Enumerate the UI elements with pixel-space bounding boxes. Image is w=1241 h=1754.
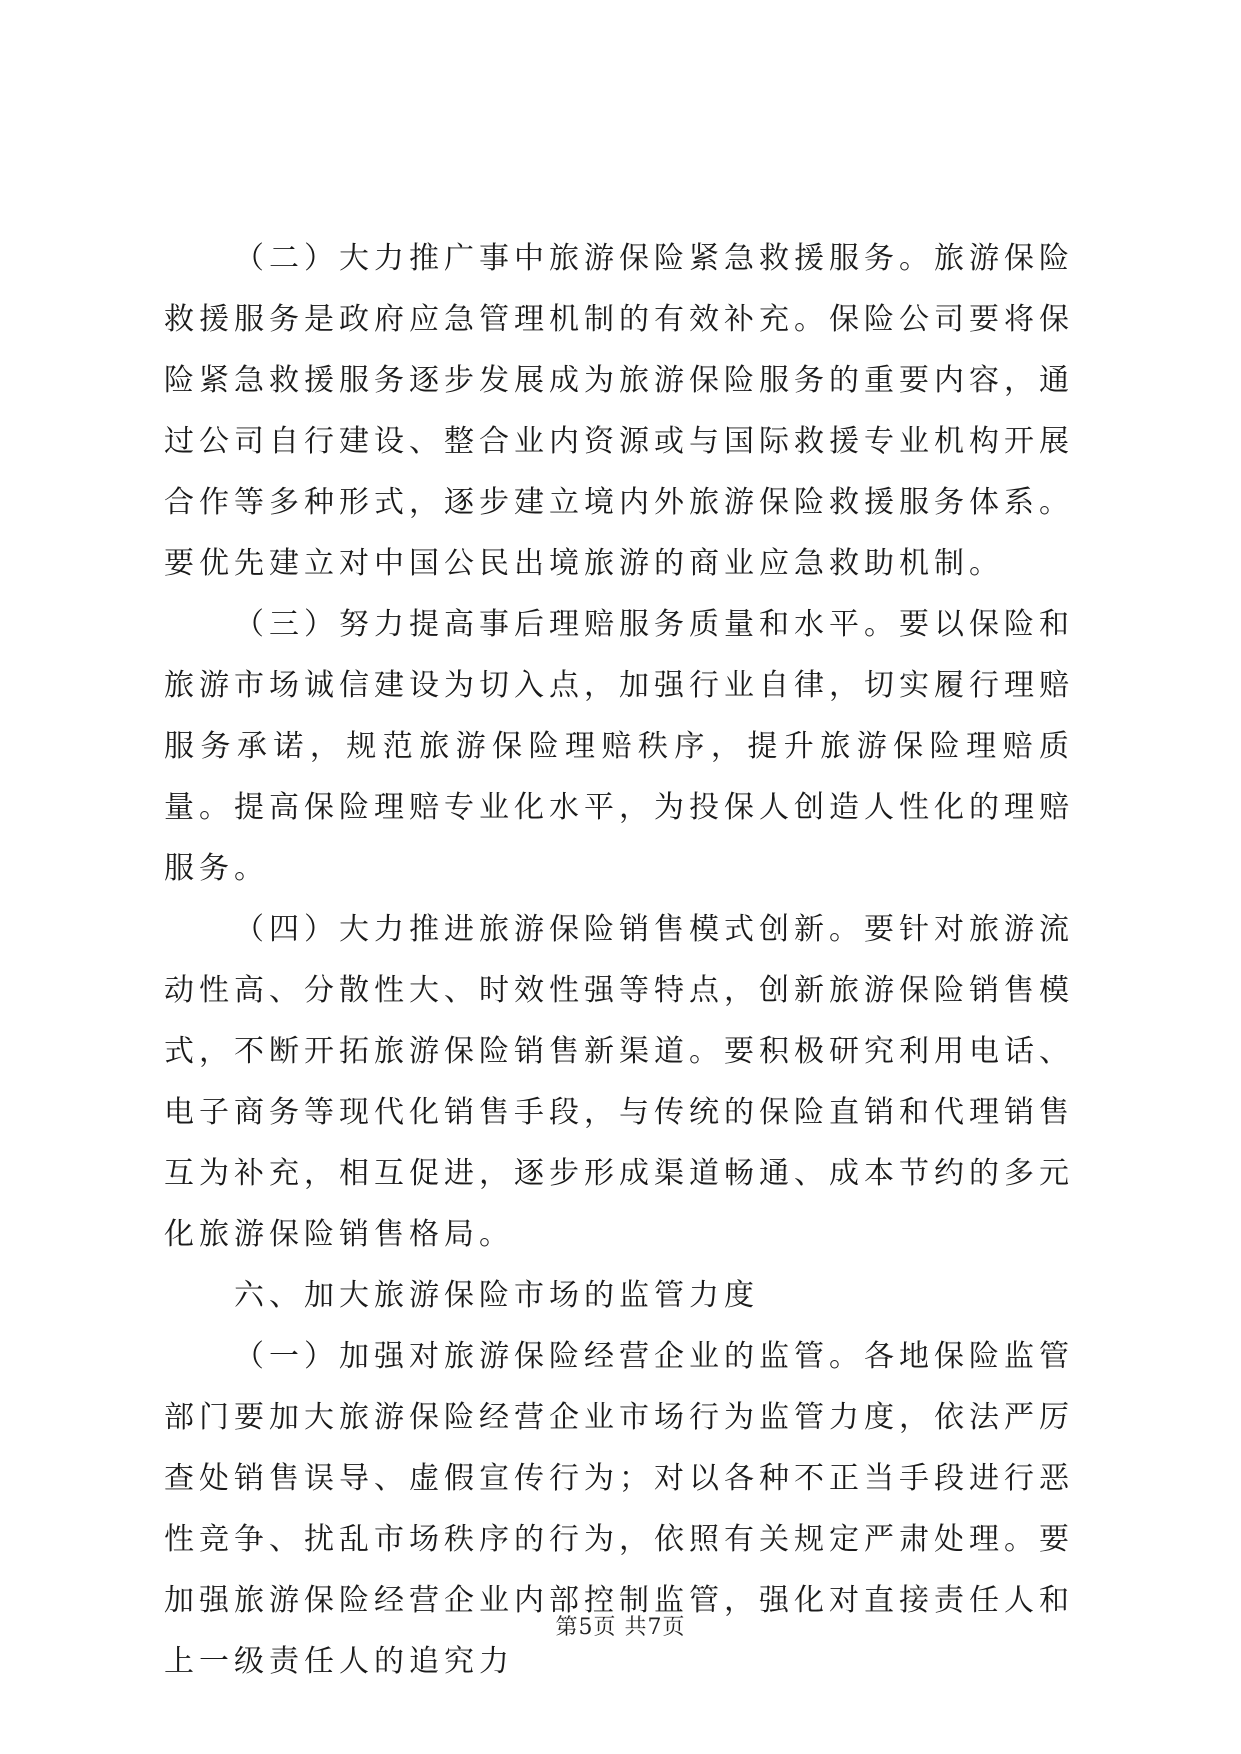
paragraph-section-2: （二）大力推广事中旅游保险紧急救援服务。旅游保险救援服务是政府应急管理机制的有效补充。保险公司要将保险紧急救援服务逐步发展成为旅游保险服务的重要内容，通过公司自行建设、整合业内资源或与国际救援专业机构开展合作等多种形式，逐步建立境内外旅游保险救援服务体系。要优先建立对中国公民出境旅游的商业应急救助机制。 (164, 241, 1074, 581)
paragraph-section-4: （四）大力推进旅游保险销售模式创新。要针对旅游流动性高、分散性大、时效性强等特点，创新旅游保险销售模式，不断开拓旅游保险销售新渠道。要积极研究利用电话、电子商务等现代化销售手段，与传统的保险直销和代理销售互为补充，相互促进，逐步形成渠道畅通、成本节约的多元化旅游保险销售格局。 (164, 912, 1074, 1252)
section-heading-six: 六、加大旅游保险市场的监管力度 (234, 1278, 759, 1313)
paragraph-section-3: （三）努力提高事后理赔服务质量和水平。要以保险和旅游市场诚信建设为切入点，加强行业自律，切实履行理赔服务承诺，规范旅游保险理赔秩序，提升旅游保险理赔质量。提高保险理赔专业化水平，为投保人创造人性化的理赔服务。 (164, 607, 1074, 886)
document-body (164, 228, 1074, 1692)
paragraph-section-6-1: （一）加强对旅游保险经营企业的监管。各地保险监管部门要加大旅游保险经营企业市场行为监管力度，依法严厉查处销售误导、虚假宣传行为；对以各种不正当手段进行恶性竞争、扰乱市场秩序的行为，依照有关规定严肃处理。要加强旅游保险经营企业内部控制监管，强化对直接责任人和上一级责任人的追究力 (164, 1339, 1074, 1679)
page-footer: 第5页 共7页 (555, 1615, 686, 1640)
